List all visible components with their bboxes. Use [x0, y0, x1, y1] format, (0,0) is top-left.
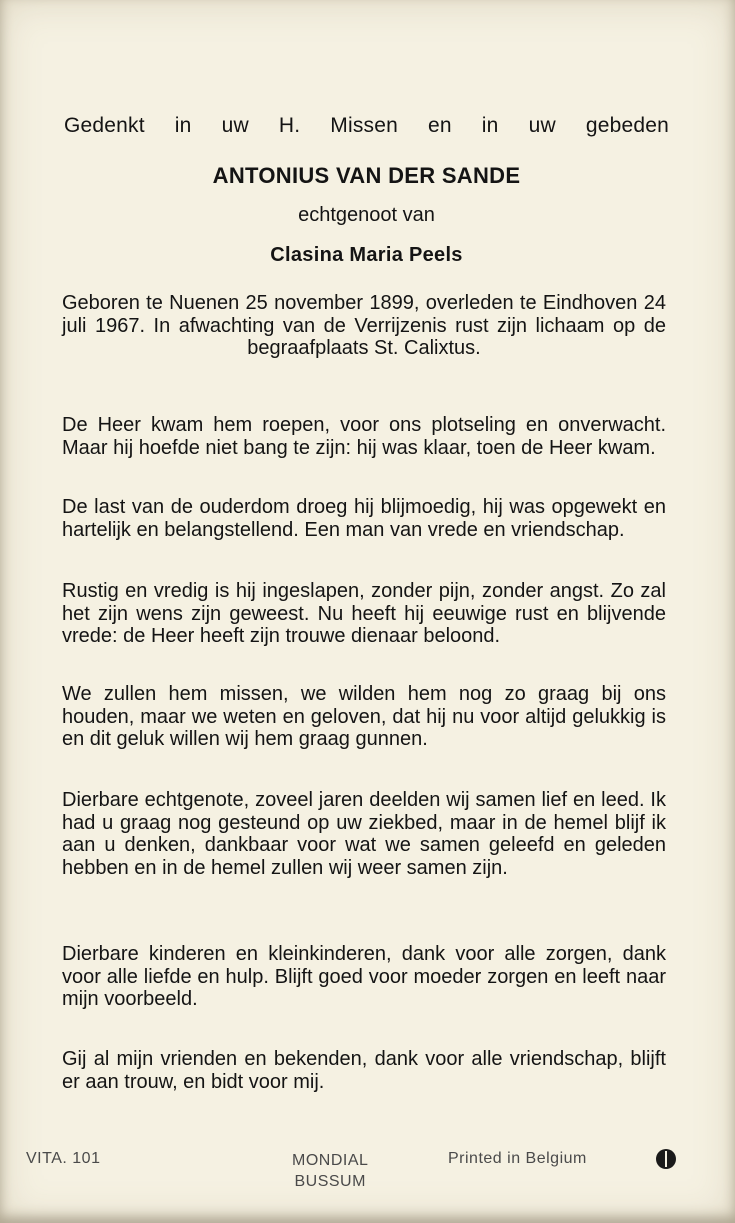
- publisher-logo-icon: [656, 1149, 676, 1169]
- memorial-paragraph-5: Dierbare echtgenote, zoveel jaren deelden wij samen lief en leed. Ik had u graag nog gesteund op uw ziekbed, maar in de hemel blijf ik aan u denken, dankbaar voor wat we samen geleefd en geleden hebben en in de hemel zullen wij weer samen zijn.: [62, 789, 666, 879]
- memorial-paragraph-1: De Heer kwam hem roepen, voor ons plotseling en onverwacht. Maar hij hoefde niet bang te zijn: hij was klaar, toen de Heer kwam.: [62, 414, 666, 459]
- memorial-paragraph-7: Gij al mijn vrienden en bekenden, dank voor alle vriendschap, blijft er aan trouw, en bidt voor mij.: [62, 1048, 666, 1093]
- publisher-city: BUSSUM: [294, 1173, 366, 1190]
- memorial-paragraph-2: De last van de ouderdom droeg hij blijmoedig, hij was opgewekt en hartelijk en belangstellend. Een man van vrede en vriendschap.: [62, 496, 666, 541]
- publisher-imprint: [292, 1150, 368, 1192]
- memorial-paragraph-3: Rustig en vredig is hij ingeslapen, zonder pijn, zonder angst. Zo zal het zijn wens zijn geweest. Nu heeft hij eeuwige rust en blijvende vrede: de Heer heeft zijn trouwe dienaar beloond.: [62, 580, 666, 647]
- spouse-name: Clasina Maria Peels: [270, 244, 463, 266]
- memorial-paragraph-4: We zullen hem missen, we wilden hem nog zo graag bij ons houden, maar we weten en geloven, dat hij nu voor altijd gelukkig is en dit geluk willen wij hem graag gunnen.: [62, 683, 666, 750]
- memorial-paragraph-6: Dierbare kinderen en kleinkinderen, dank voor alle zorgen, dank voor alle liefde en hulp. Blijft goed voor moeder zorgen en leeft naar mijn voorbeeld.: [62, 943, 666, 1010]
- birth-death-info: Geboren te Nuenen 25 november 1899, overleden te Eindhoven 24 juli 1967. In afwachting van de Verrijzenis rust zijn lichaam op de begraafplaats St. Calixtus.: [62, 292, 666, 359]
- deceased-name: ANTONIUS VAN DER SANDE: [212, 163, 521, 188]
- publisher-name: MONDIAL: [292, 1152, 369, 1169]
- card-code: VITA. 101: [26, 1150, 101, 1167]
- invocation-line: Gedenkt in uw H. Missen en in uw gebeden: [64, 114, 669, 137]
- relation-text: echtgenoot van: [298, 204, 435, 226]
- printed-in-note: Printed in Belgium: [448, 1150, 587, 1167]
